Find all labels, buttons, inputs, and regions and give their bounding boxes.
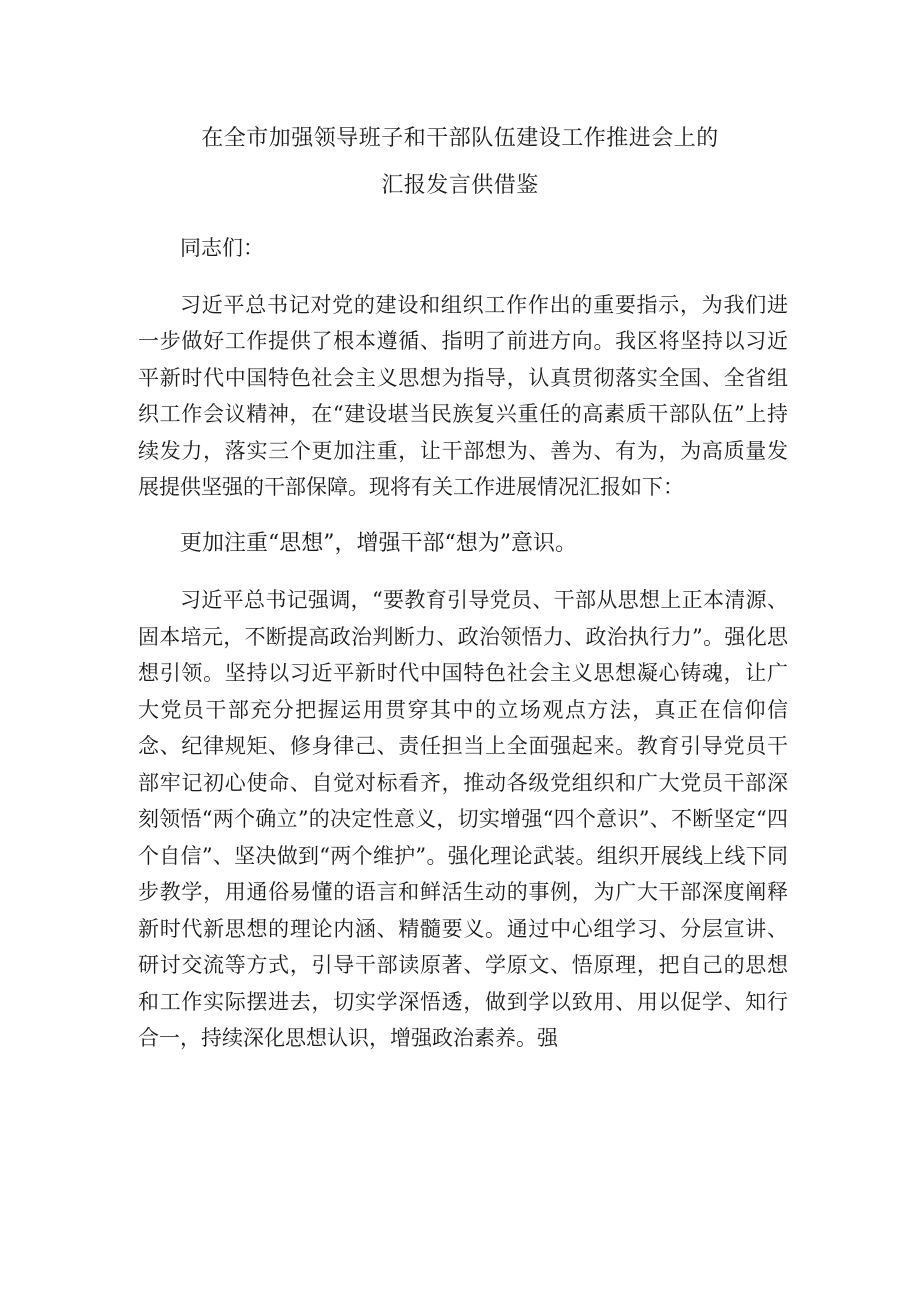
paragraph-thought: 习近平总书记强调，“要教育引导党员、干部从思想上正本清源、固本培元，不断提高政治判断力、政治领悟力、政治执行力”。强化思想引领。坚持以习近平新时代中国特色社会主义思想凝心铸魂，让广大党员干部充分把握运用贯穿其中的立场观点方法，真正在信仰信念、纪律规矩、修身律己、责任担当上全面强起来。教育引导党员干部牢记初心使命、自觉对标看齐，推动各级党组织和广大党员干部深刻领悟“两个确立”的决定性意义，切实增强“四个意识”、不断坚定“四个自信”、坚决做到“两个维护”。强化理论武装。组织开展线上线下同步教学，用通俗易懂的语言和鲜活生动的事例，为广大干部深度阐释新时代新思想的理论内涵、精髓要义。通过中心组学习、分层宣讲、研讨交流等方式，引导干部读原著、学原文、悟原理，把自己的思想和工作实际摆进去，切实学深悟透，做到学以致用、用以促学、知行合一，持续深化思想认识，增强政治素养。强: [138, 588, 788, 1050]
paragraph-intro: 习近平总书记对党的建设和组织工作作出的重要指示，为我们进一步做好工作提供了根本遵循、指明了前进方向。我区将坚持以习近平新时代中国特色社会主义思想为指导，认真贯彻落实全国、全省组织工作会议精神，在“建设堪当民族复兴重任的高素质干部队伍”上持续发力，落实三个更加注重，让干部想为、善为、有为，为高质量发展提供坚强的干部保障。现将有关工作进展情况汇报如下：: [138, 292, 788, 499]
document-title-line-1: 在全市加强领导班子和干部队伍建设工作推进会上的: [201, 126, 719, 151]
document-body: [138, 230, 788, 1057]
greeting: 同志们：: [180, 236, 264, 260]
document-title-line-2: 汇报发言供借鉴: [381, 173, 539, 198]
section-heading: 更加注重“思想”，增强干部“想为”意识。: [180, 530, 577, 556]
